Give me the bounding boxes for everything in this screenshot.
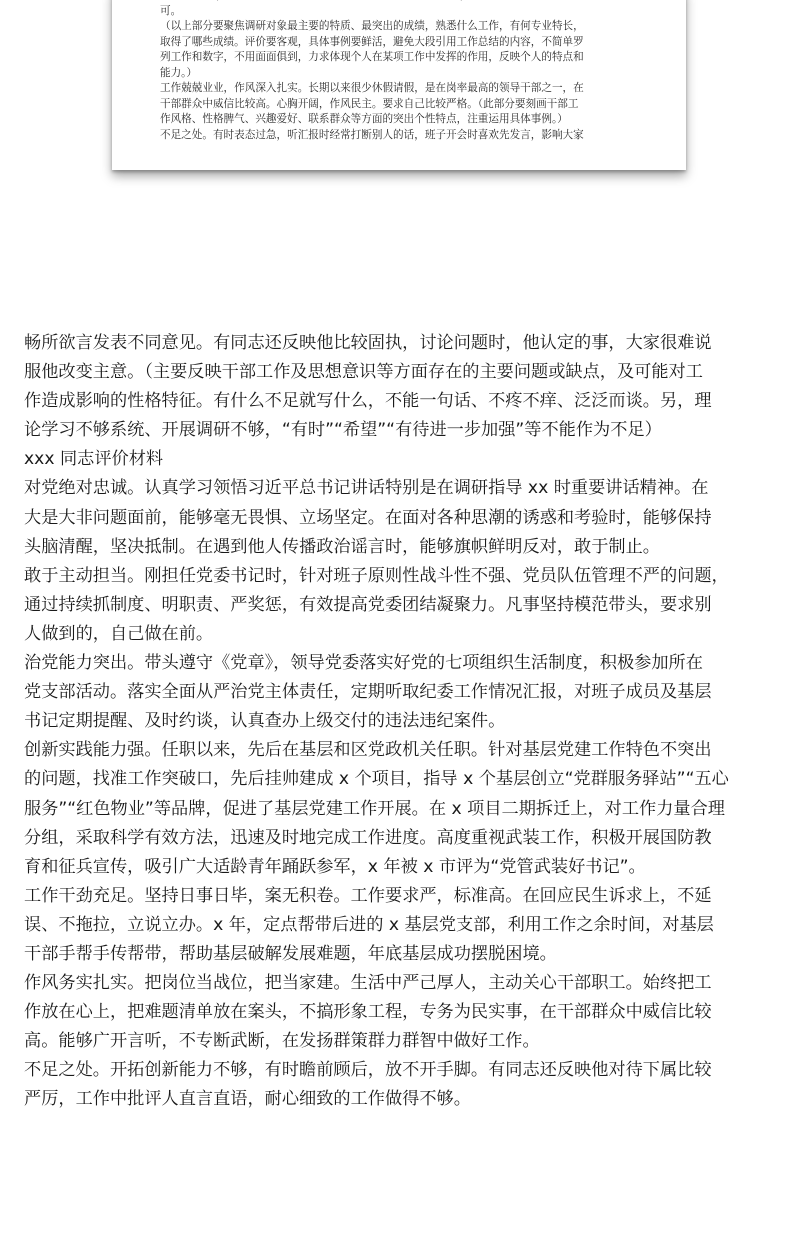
body-line: 畅所欲言发表不同意见。有同志还反映他比较固执，讨论问题时，他认定的事，大家很难说	[24, 333, 712, 353]
preview-line: 工作兢兢业业，作风深入扎实。长期以来很少休假请假，是在岗率最高的领导干部之一，在	[160, 82, 584, 94]
body-line: 服务”“红色物业”等品牌，促进了基层党建工作开展。在 x 项目二期拆迁上，对工作力量合理	[24, 798, 725, 819]
body-line: 通过持续抓制度、明职责、严奖惩，有效提高党委团结凝聚力。凡事坚持模范带头，要求别	[24, 594, 712, 615]
body-line: 书记定期提醒、及时约谈，认真查办上级交付的违法违纪案件。	[24, 711, 506, 732]
section-heading: xxx 同志评价材料	[24, 449, 164, 470]
body-line: 对党绝对忠诚。认真学习领悟习近平总书记讲话特别是在调研指导 xx 时重要讲话精神。在	[24, 478, 709, 499]
body-line: 严厉，工作中批评人直言直语，耐心细致的工作做得不够。	[24, 1089, 471, 1110]
body-line: 不足之处。开拓创新能力不够，有时瞻前顾后，放不开手脚。有同志还反映他对待下属比较	[24, 1060, 712, 1081]
preview-line: 取得了哪些成绩。评价要客观，具体事例要鲜活，避免大段引用工作总结的内容，不简单罗	[160, 35, 584, 48]
preview-line: 能力。）	[160, 66, 198, 79]
preview-line: 列工作和数字，不用面面俱到，力求体现个人在某项工作中发挥的作用，反映个人的特点和	[160, 51, 584, 63]
preview-line: 不足之处。有时表态过急，听汇报时经常打断别人的话，班子开会时喜欢先发言，影响大家	[160, 128, 584, 141]
body-line: 干部手帮手传帮带，帮助基层破解发展难题，年底基层成功摆脱困境。	[24, 943, 557, 964]
body-line: 论学习不够系统、开展调研不够，“有时”“希望”“有待进一步加强”等不能作为不足）	[24, 420, 662, 441]
body-line: 作风务实扎实。把岗位当战位，把当家建。生活中严己厚人，主动关心干部职工。始终把工	[24, 973, 712, 994]
body-line: 创新实践能力强。任职以来，先后在基层和区党政机关任职。针对基层党建工作特色不突出	[24, 740, 712, 761]
body-line: 的问题，找准工作突破口，先后挂帅建成 x 个项目，指导 x 个基层创立“党群服务驿站”“五心	[24, 769, 729, 790]
body-line: 工作干劲充足。坚持日事日毕，案无积卷。工作要求严，标准高。在回应民生诉求上，不延	[24, 885, 712, 906]
page-preview-card	[112, 0, 686, 170]
document-body	[24, 329, 780, 1115]
body-line: 服他改变主意。（主要反映干部工作及思想意识等方面存在的主要问题或缺点，及可能对工	[24, 362, 703, 383]
body-line: 大是大非问题面前，能够毫无畏惧、立场坚定。在面对各种思潮的诱惑和考验时，能够保持	[24, 507, 712, 528]
body-line: 敢于主动担当。刚担任党委书记时，针对班子原则性战斗性不强、党员队伍管理不严的问题，	[24, 565, 729, 586]
preview-line	[160, 0, 650, 4]
body-line: 误、不拖拉，立说立办。x 年，定点帮带后进的 x 基层党支部，利用工作之余时间，对基层	[24, 914, 714, 935]
body-line: 分组，采取科学有效方法，迅速及时地完成工作进度。高度重视武装工作，积极开展国防教	[24, 827, 712, 848]
body-line: 党支部活动。落实全面从严治党主体责任，定期听取纪委工作情况汇报，对班子成员及基层	[24, 682, 712, 703]
page-preview-text	[160, 0, 650, 143]
body-line: 作放在心上，把难题清单放在案头，不搞形象工程，专务为民实事，在干部群众中威信比较	[24, 1002, 712, 1023]
preview-line: 可。	[160, 4, 182, 17]
preview-line: 干部群众中威信比较高。心胸开阔，作风民主。要求自己比较严格。（此部分要刻画干部工	[160, 97, 579, 110]
body-line: 高。能够广开言听，不专断武断，在发扬群策群力群智中做好工作。	[24, 1031, 540, 1052]
body-line: 头脑清醒，坚决抵制。在遇到他人传播政治谣言时，能够旗帜鲜明反对，敢于制止。	[24, 536, 660, 557]
body-line: 治党能力突出。带头遵守《党章》，领导党委落实好党的七项组织生活制度，积极参加所在	[24, 653, 703, 674]
preview-line: 作风格、性格脾气、兴趣爱好、联系群众等方面的突出个性特点，注重运用具体事例。）	[160, 113, 568, 125]
body-line: 育和征兵宣传，吸引广大适龄青年踊跃参军，x 年被 x 市评为“党管武装好书记”。	[24, 856, 646, 877]
body-line: 人做到的，自己做在前。	[24, 623, 214, 644]
preview-line: （以上部分要聚焦调研对象最主要的特质、最突出的成绩，熟悉什么工作，有何专业特长，	[160, 20, 584, 32]
body-line: 作造成影响的性格特征。有什么不足就写什么，不能一句话、不疼不痒、泛泛而谈。另，理	[24, 391, 712, 412]
